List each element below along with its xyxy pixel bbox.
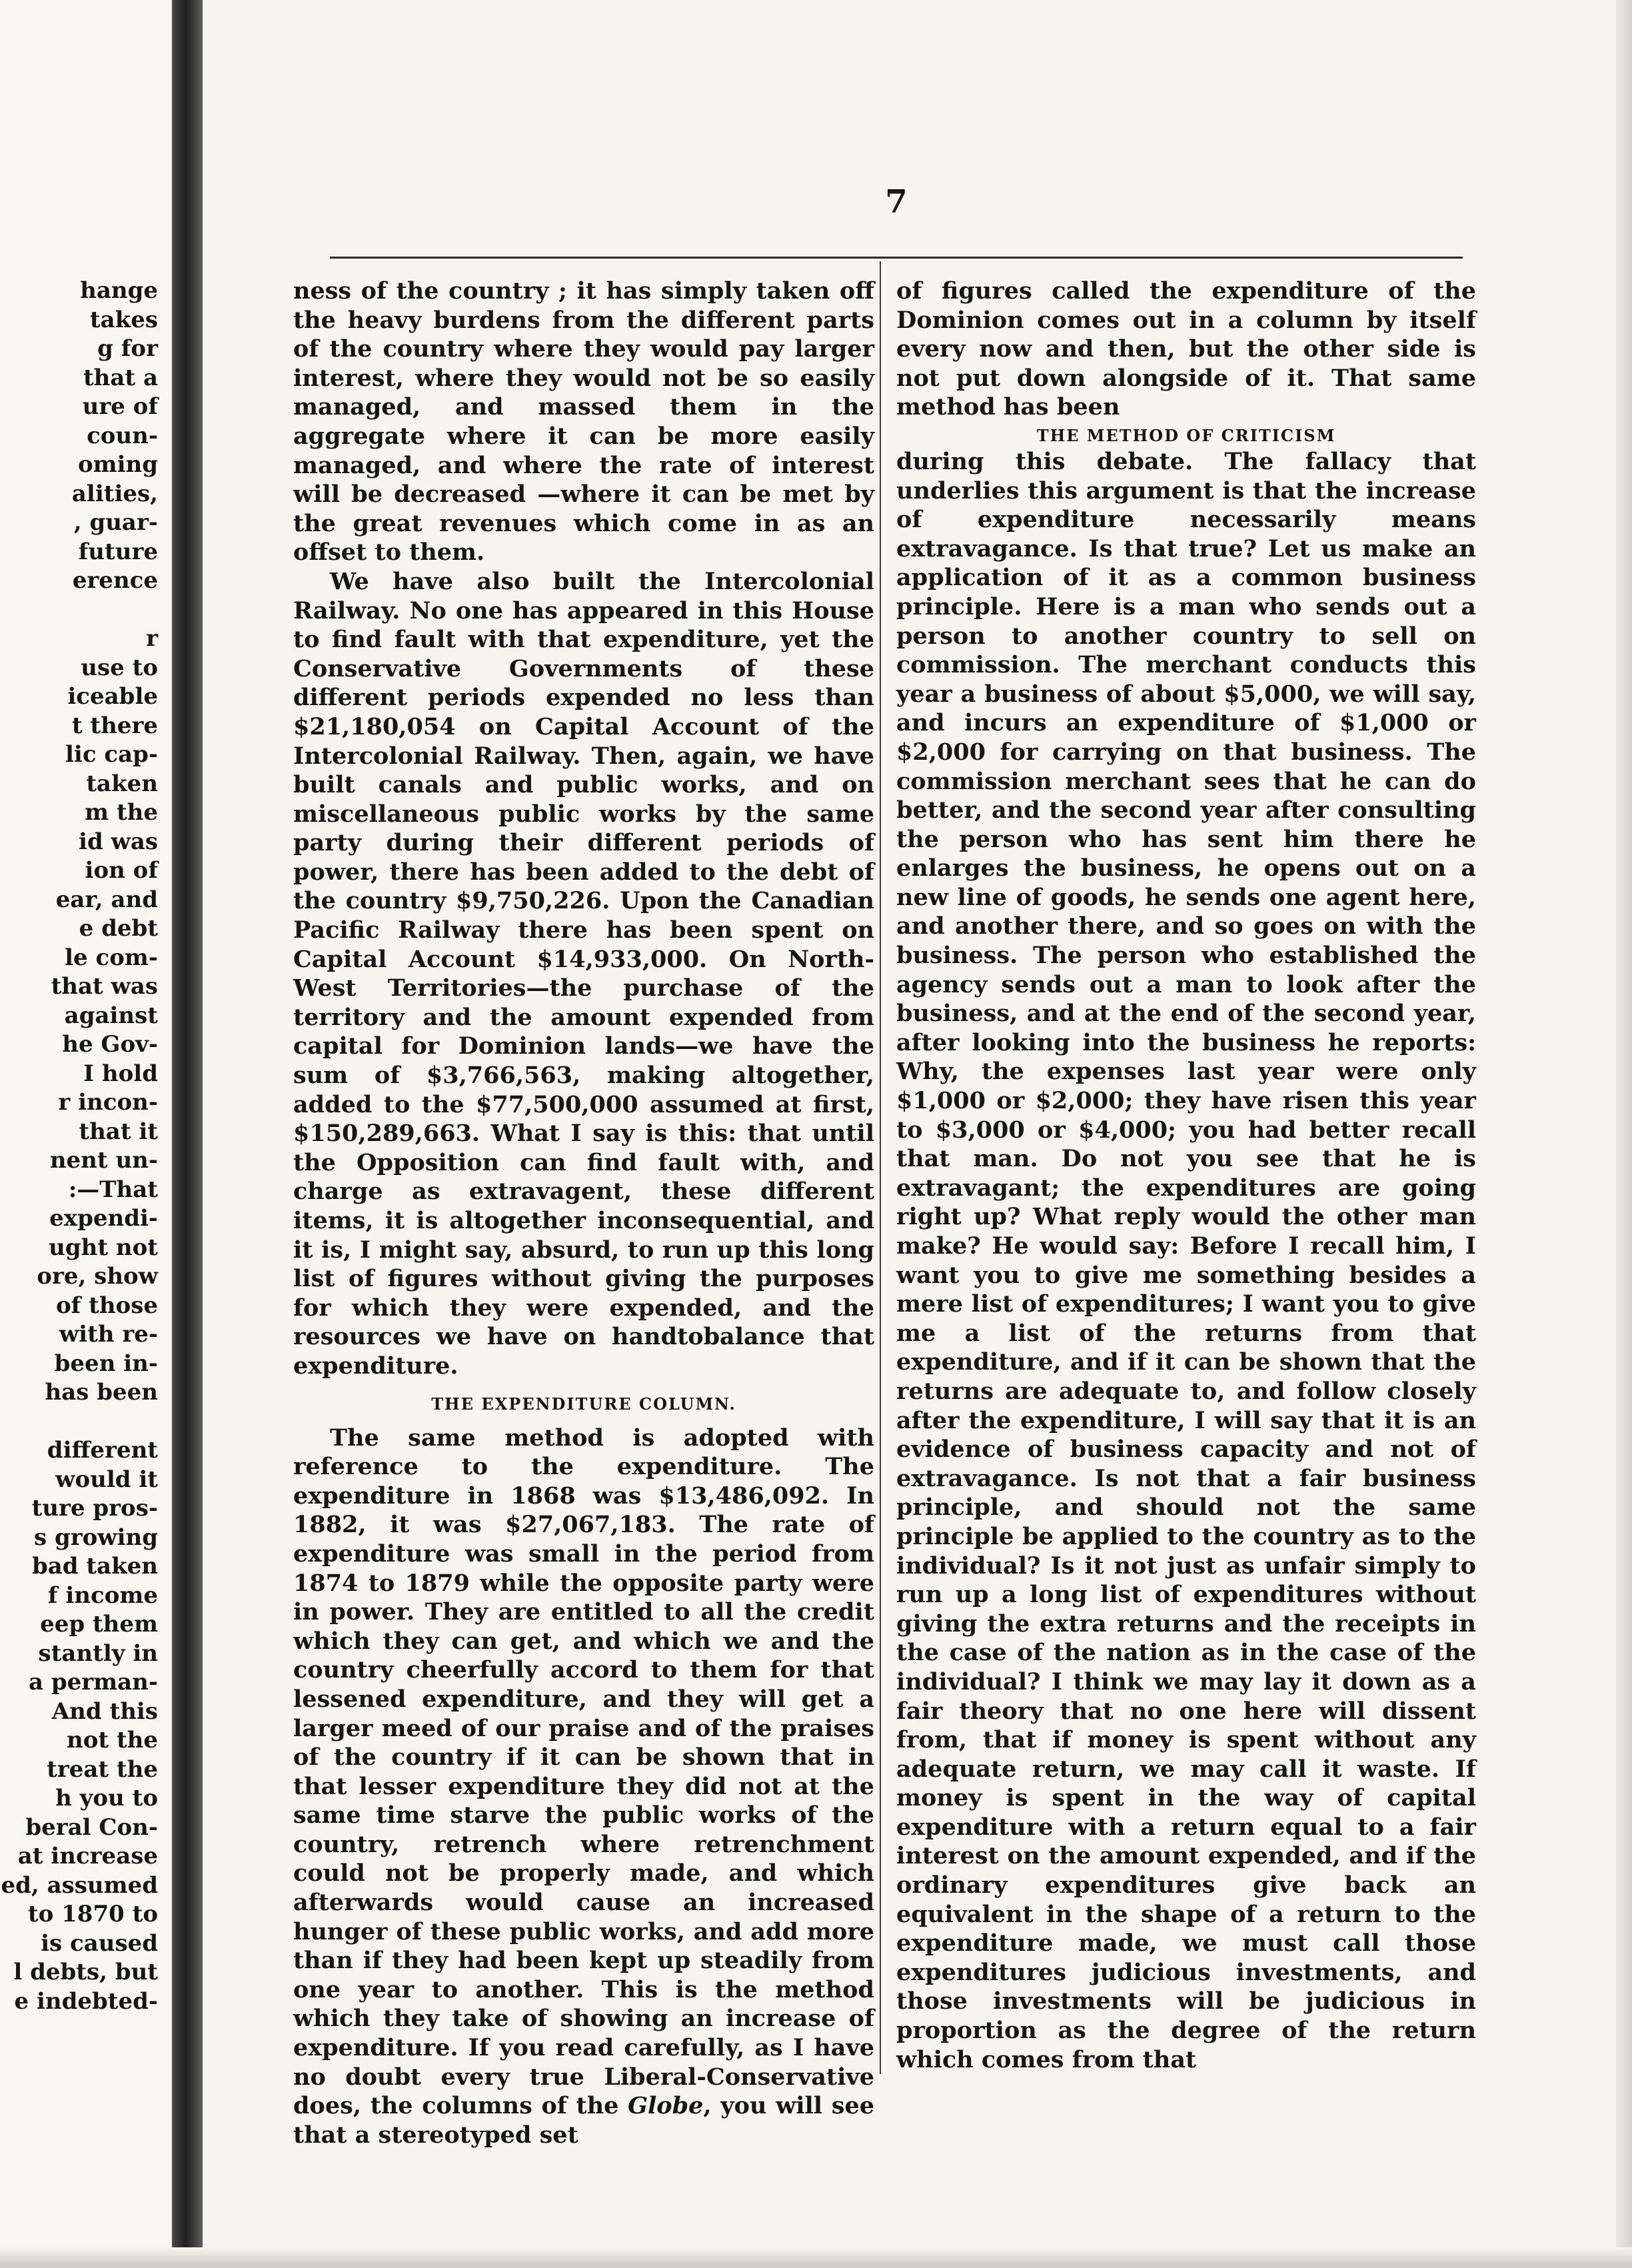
paragraph: We have also built the Intercolonial Railway. No one has appeared in this House to find fault with that expenditure, yet the Conservative Governments of these different periods expended no less than $21,180,054 on Capital Account of the Intercolonial Railway. Then, again, we have built canals and public works, and on miscellaneous public works by the same party during their different periods of power, there has been added to the debt of the country $9,750,226. Upon the Canadian Pacific Railway there has been spent on Capital Account $14,933,000. On North-West Territories—the purchase of the territory and the amount expended from capital for Dominion lands—we have the sum of $3,766,563, making altogether, added to the $77,500,000 assumed at first, $150,289,663. What I say is this: that until the Opposition can find fault with, and charge as extravagent, these different items, it is altogether inconsequential, and it is, I might say, absurd, to run up this long list of figures without giving the purposes for which they were expended, and the resources we have on handtobalance that expenditure. (293, 567, 874, 1380)
facing-page-line: e debt (79, 915, 158, 942)
facing-page-line: m the (85, 799, 158, 826)
facing-page-line: against (64, 1002, 158, 1029)
section-heading: THE EXPENDITURE COLUMN. (431, 1394, 736, 1414)
facing-page-line: a perman- (28, 1669, 158, 1696)
facing-page-line: iceable (67, 683, 158, 710)
facing-page-line: l debts, but (13, 1959, 158, 1985)
facing-page-line: has been (45, 1379, 158, 1406)
facing-page-line: expendi- (49, 1205, 158, 1232)
facing-page-line: le com- (65, 944, 158, 971)
paragraph: ness of the country ; it has simply taken off the heavy burdens from the different parts of the country where they would pay larger interest, where they would not be so easily managed, and massed them in the aggregate where it can be more easily managed, and where the rate of interest will be decreased —where it can be met by the great revenues which come in as an offset to them. (293, 277, 874, 567)
facing-page-line: at increase (17, 1843, 158, 1869)
facing-page-line: taken (86, 770, 158, 797)
facing-page-line: with re- (59, 1321, 158, 1348)
facing-page-line: would it (55, 1466, 158, 1493)
middle-column (293, 277, 874, 2149)
book-gutter (172, 0, 203, 2268)
facing-page-line: use to (81, 654, 158, 681)
paragraph: during this debate. The fallacy that underlies this argument is that the increase of expenditure necessarily means extravagance. Is that true? Let us make an application of it as a common business principle. Here is a man who sends out a person to another country to sell on commission. The merchant conducts this year a business of about $5,000, we will say, and incurs an expenditure of $1,000 or $2,000 for carrying on that business. The commission merchant sees that he can do better, and the second year after consulting the person who has sent him there he enlarges the business, he opens out on a new line of goods, he sends one agent here, and another there, and so goes on with the business. The person who established the agency sends out a man to look after the business, and at the end of the second year, after looking into the business he reports: Why, the expenses last year were only $1,000 or $2,000; they have risen this year to $3,000 or $4,000; you had better recall that man. Do not you see that he is extravagant; the expenditures are going right up? What reply would the other man make? He would say: Before I recall him, I want you to give me something besides a mere list of expenditures; I want you to give me a list of the returns from that expenditure, and if it can be shown that the returns are adequate to, and follow closely after the expenditure, I will say that it is an evidence of business capacity and not of extravagance. Is not that a fair business principle, and should not the same principle be applied to the country as to the individual? Is it not just as unfair simply to run up a long list of expenditures without giving the extra returns and the receipts in the case of the nation as in the case of the individual? I think we may lay it down as a fair theory that no one here will dissent from, that if money is spent without any adequate return, we may call it waste. If money is spent in the way of capital expenditure with a return equal to a fair interest on the amount expended, and if the ordinary expenditures give back an equivalent in the shape of a return to the expenditure made, we must call those expenditures judicious investments, and those investments will be judicious in proportion as the degree of the return which comes from that (896, 447, 1476, 2073)
paragraph (293, 1424, 874, 2150)
facing-page-line: bad taken (31, 1553, 158, 1580)
section-heading: THE METHOD OF CRITICISM (1036, 425, 1336, 445)
facing-page-line: :—That (68, 1176, 158, 1203)
facing-page-line: ed, assumed (1, 1871, 158, 1899)
page-bottom-edge (0, 2247, 1632, 2268)
facing-page-line: treat the (47, 1755, 158, 1783)
facing-page-line: not the (67, 1727, 158, 1753)
facing-page-line: eep them (40, 1611, 158, 1638)
facing-page-line: oming (77, 451, 158, 478)
paragraph-text: The same method is adopted with reference to the expenditure. The expenditure in 1868 was $13,486,092. In 1882, it was $27,067,183. The rate of expenditure was small in the period from 1874 to 1879 while the opposite party were in power. They are entitled to all the credit which they can get, and which we and the country cheerfully accord to them for that lessened expenditure, and they will get a larger meed of our praise and of the praises of the country if it can be shown that in that lesser expenditure they did not at the same time starve the public works of the country, retrench where retrenchment could not be properly made, and which afterwards would cause an increased hunger of these public works, and add more than if they had been kept up steadily from one year to another. This is the method which they take of showing an increase of expenditure. If you read carefully, as I have no doubt every true Liberal-Conservative does, the columns of the (293, 1424, 874, 2120)
facing-page-line (0, 1408, 158, 1437)
facing-page-line: that was (51, 973, 158, 1000)
paragraph: of figures called the expenditure of the Dominion comes out in a column by itself every now and then, but the other side is not put down alongside of it. That same method has been (896, 277, 1476, 421)
facing-page-line: beral Con- (25, 1813, 158, 1841)
facing-page-line: nent un- (49, 1147, 158, 1174)
facing-page-line: coun- (87, 422, 158, 449)
newspaper-name: Globe (628, 2092, 704, 2120)
facing-page-line: erence (72, 567, 158, 594)
facing-page-line: different (47, 1437, 158, 1464)
facing-page-line: h you to (55, 1785, 158, 1811)
facing-page-line: that a (83, 364, 158, 391)
facing-page-line: future (78, 538, 158, 565)
facing-page-line: ore, show (37, 1263, 158, 1290)
page-number: 7 (885, 183, 908, 221)
facing-page-line: of those (55, 1292, 158, 1319)
facing-page-fragment (0, 0, 170, 2268)
facing-page-line: to 1870 to (27, 1901, 158, 1927)
facing-page-line: is caused (41, 1929, 158, 1957)
facing-page-line: takes (89, 306, 158, 333)
facing-page-line: ion of (85, 857, 158, 884)
facing-page-line (0, 596, 158, 625)
column-divider (880, 261, 881, 2074)
facing-page-line: e indebted- (14, 1987, 158, 2015)
facing-page-line: that it (79, 1118, 158, 1145)
facing-page-line: s growing (33, 1524, 158, 1551)
facing-page-line: And this (51, 1698, 158, 1725)
facing-page-line: ure of (82, 393, 158, 420)
facing-page-line: he Gov- (62, 1031, 158, 1058)
facing-page-line: lic cap- (65, 741, 158, 768)
facing-page-line: id was (79, 828, 158, 855)
facing-page-line: ught not (49, 1234, 158, 1261)
page-edge (1616, 0, 1632, 2268)
facing-page-line: r incon- (58, 1089, 158, 1116)
facing-page-line: I hold (83, 1060, 158, 1087)
header-rule (330, 257, 1463, 259)
facing-page-line: hange (80, 277, 158, 304)
facing-page-line: stantly in (38, 1640, 158, 1667)
facing-page-line: alities, (71, 480, 158, 507)
facing-page-line: r (146, 625, 158, 652)
paragraph-text: , you will see that a stereotyped set (293, 2092, 875, 2149)
facing-page-line: been in- (54, 1350, 158, 1377)
facing-page-line: g for (97, 335, 158, 362)
facing-page-line: ture pros- (31, 1495, 158, 1522)
facing-page-line: ear, and (55, 886, 158, 913)
facing-page-line: t there (71, 712, 158, 739)
facing-page-line: f income (47, 1582, 158, 1609)
facing-page-text-column (0, 277, 158, 2016)
right-column (896, 277, 1476, 2074)
facing-page-line: , guar- (73, 509, 158, 536)
